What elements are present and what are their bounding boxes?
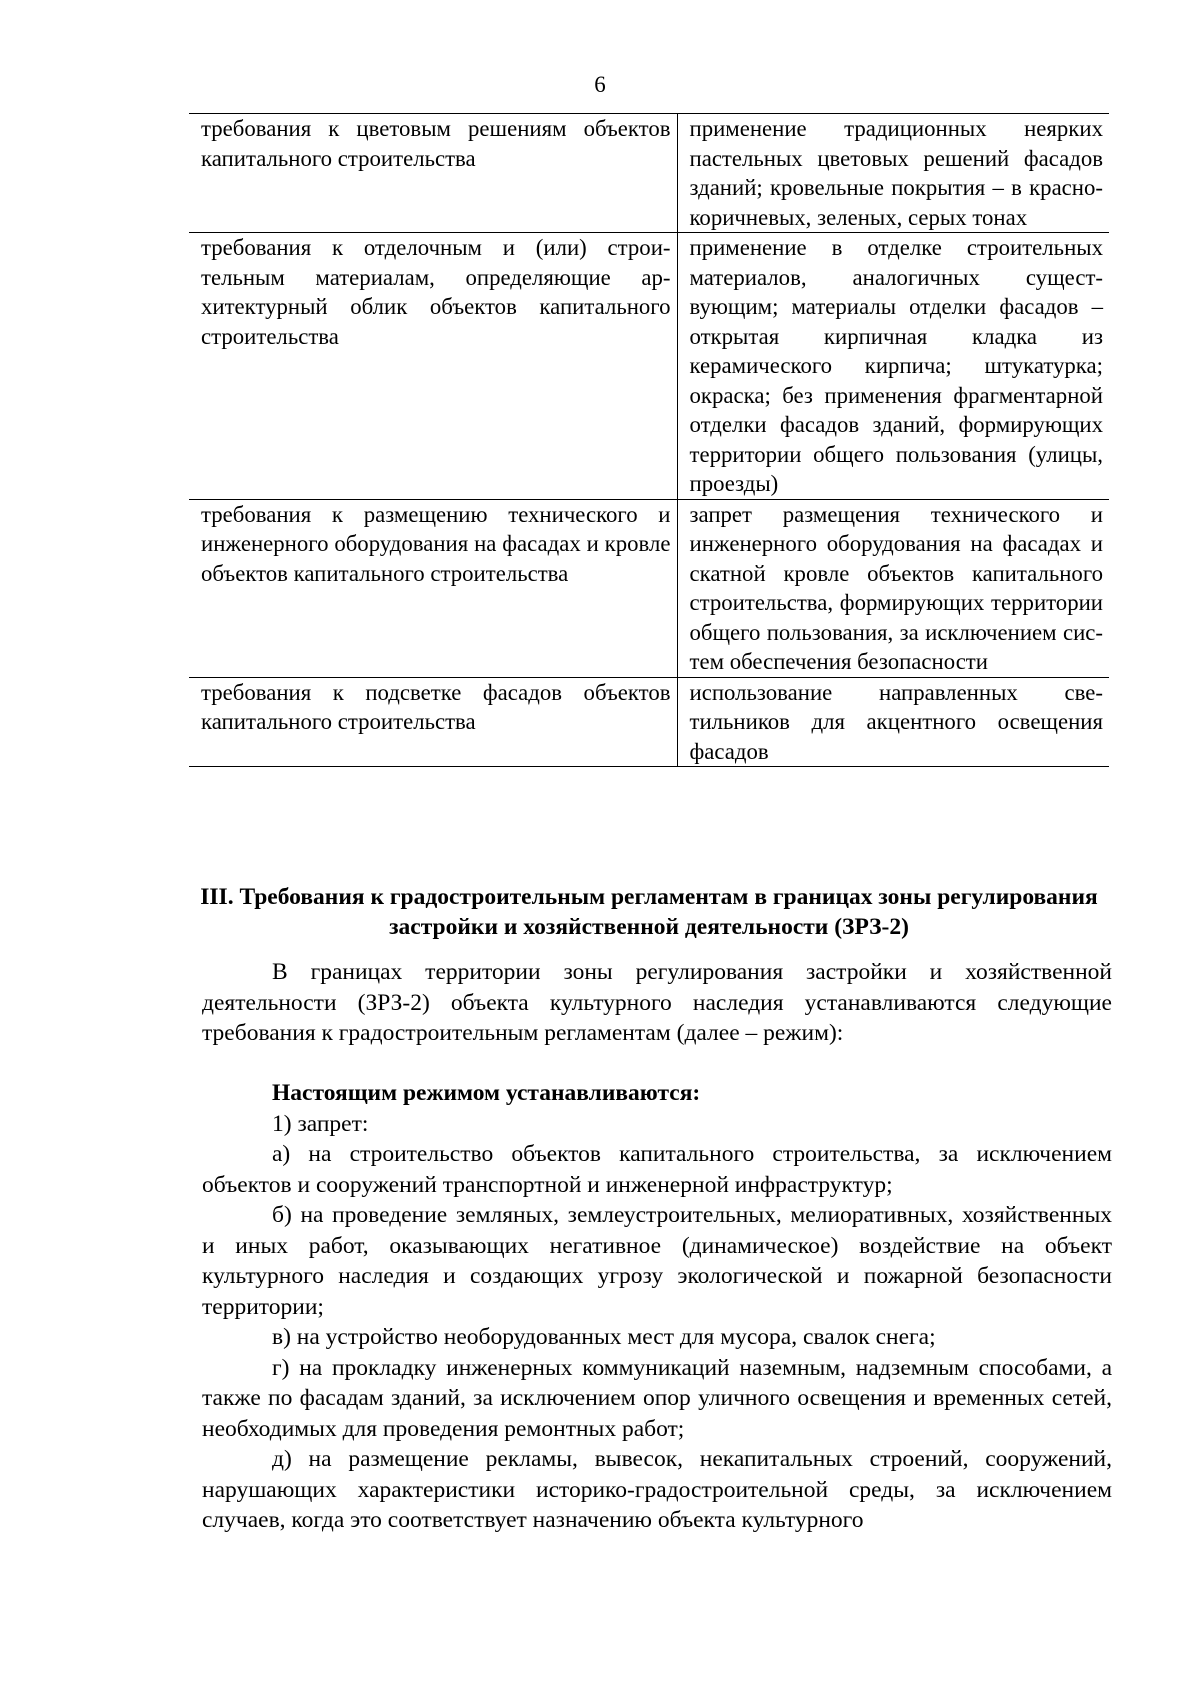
table-row	[189, 114, 1109, 233]
requirements-table	[189, 113, 1109, 767]
list-subitem-d: д) на размещение рекламы, вывесок, некапитальных строений, сооружений, нарушающих характеристики историко-градостроительной среды, за исключением случаев, когда это соответствует назначению объекта культурного	[202, 1446, 1112, 1533]
page-number: 6	[594, 72, 606, 97]
requirement-cell: требования к размещению технического и инженерного оборудования на фасадах и кровле объектов капитального строительства	[189, 499, 677, 677]
table-row	[189, 677, 1109, 767]
list-subitem-b: б) на проведение земляных, землеустроительных, мелиоративных, хозяйственных и иных работ, оказывающих негативное (динамическое) воздействие на объект культурного наследия и создающих угрозу экологической и пожарной безопасности территории;	[202, 1202, 1112, 1320]
list-subitem-g: г) на прокладку инженерных коммуникаций наземным, надземным способами, а также по фасадам зданий, за исключением опор уличного освещения и временных сетей, необходимых для проведения ремонтных работ;	[202, 1354, 1112, 1442]
value-cell: запрет размещения технического и инженерного оборудования на фасадах и скатной кровле объектов капитального строительства, формирующих территории общего пользования, за исключением систем обеспечения безопасности	[677, 499, 1109, 677]
section-heading: III. Требования к градостроительным регламентам в границах зоны регулирования застройки и хозяйственной деятельности (ЗРЗ-2)	[200, 884, 1098, 940]
table-row	[189, 233, 1109, 500]
regime-block	[202, 1078, 1112, 1536]
list-subitem-v: в) на устройство необорудованных мест для мусора, свалок снега;	[272, 1324, 936, 1350]
table-row	[189, 499, 1109, 677]
value-cell: применение традиционных неярких пастельных цветовых решений фасадов зданий; кровельные покрытия – в красно-коричневых, зеленых, серых тонах	[677, 114, 1109, 233]
requirement-cell: требования к подсветке фасадов объектов капитального строительства	[189, 677, 677, 767]
value-cell: использование направленных светильников для акцентного освещения фасадов	[677, 677, 1109, 767]
list-subitem-a: а) на строительство объектов капитального строительства, за исключением объектов и сооружений транспортной и инженерной инфраструктур;	[202, 1141, 1112, 1198]
requirement-cell: требования к цветовым решениям объектов капитального строительства	[189, 114, 677, 233]
value-cell: применение в отделке строительных материалов, аналогичных существующим; материалы отделки фасадов – открытая кирпичная кладка из керамического кирпича; штукатурка; окраска; без применения фрагментарной отделки фасадов зданий, формирующих территории общего пользования (улицы, проезды)	[677, 233, 1109, 500]
list-item-1: 1) запрет:	[272, 1110, 369, 1137]
regime-title: Настоящим режимом устанавливаются:	[272, 1080, 701, 1106]
requirement-cell: требования к отделочным и (или) строительным материалам, определяющие архитектурный облик объектов капитального строительства	[189, 233, 677, 500]
intro-paragraph: В границах территории зоны регулирования застройки и хозяйственной деятельности (ЗРЗ-2) объекта культурного наследия устанавливаются следующие требования к градостроительным регламентам (далее – режим):	[202, 959, 1112, 1046]
